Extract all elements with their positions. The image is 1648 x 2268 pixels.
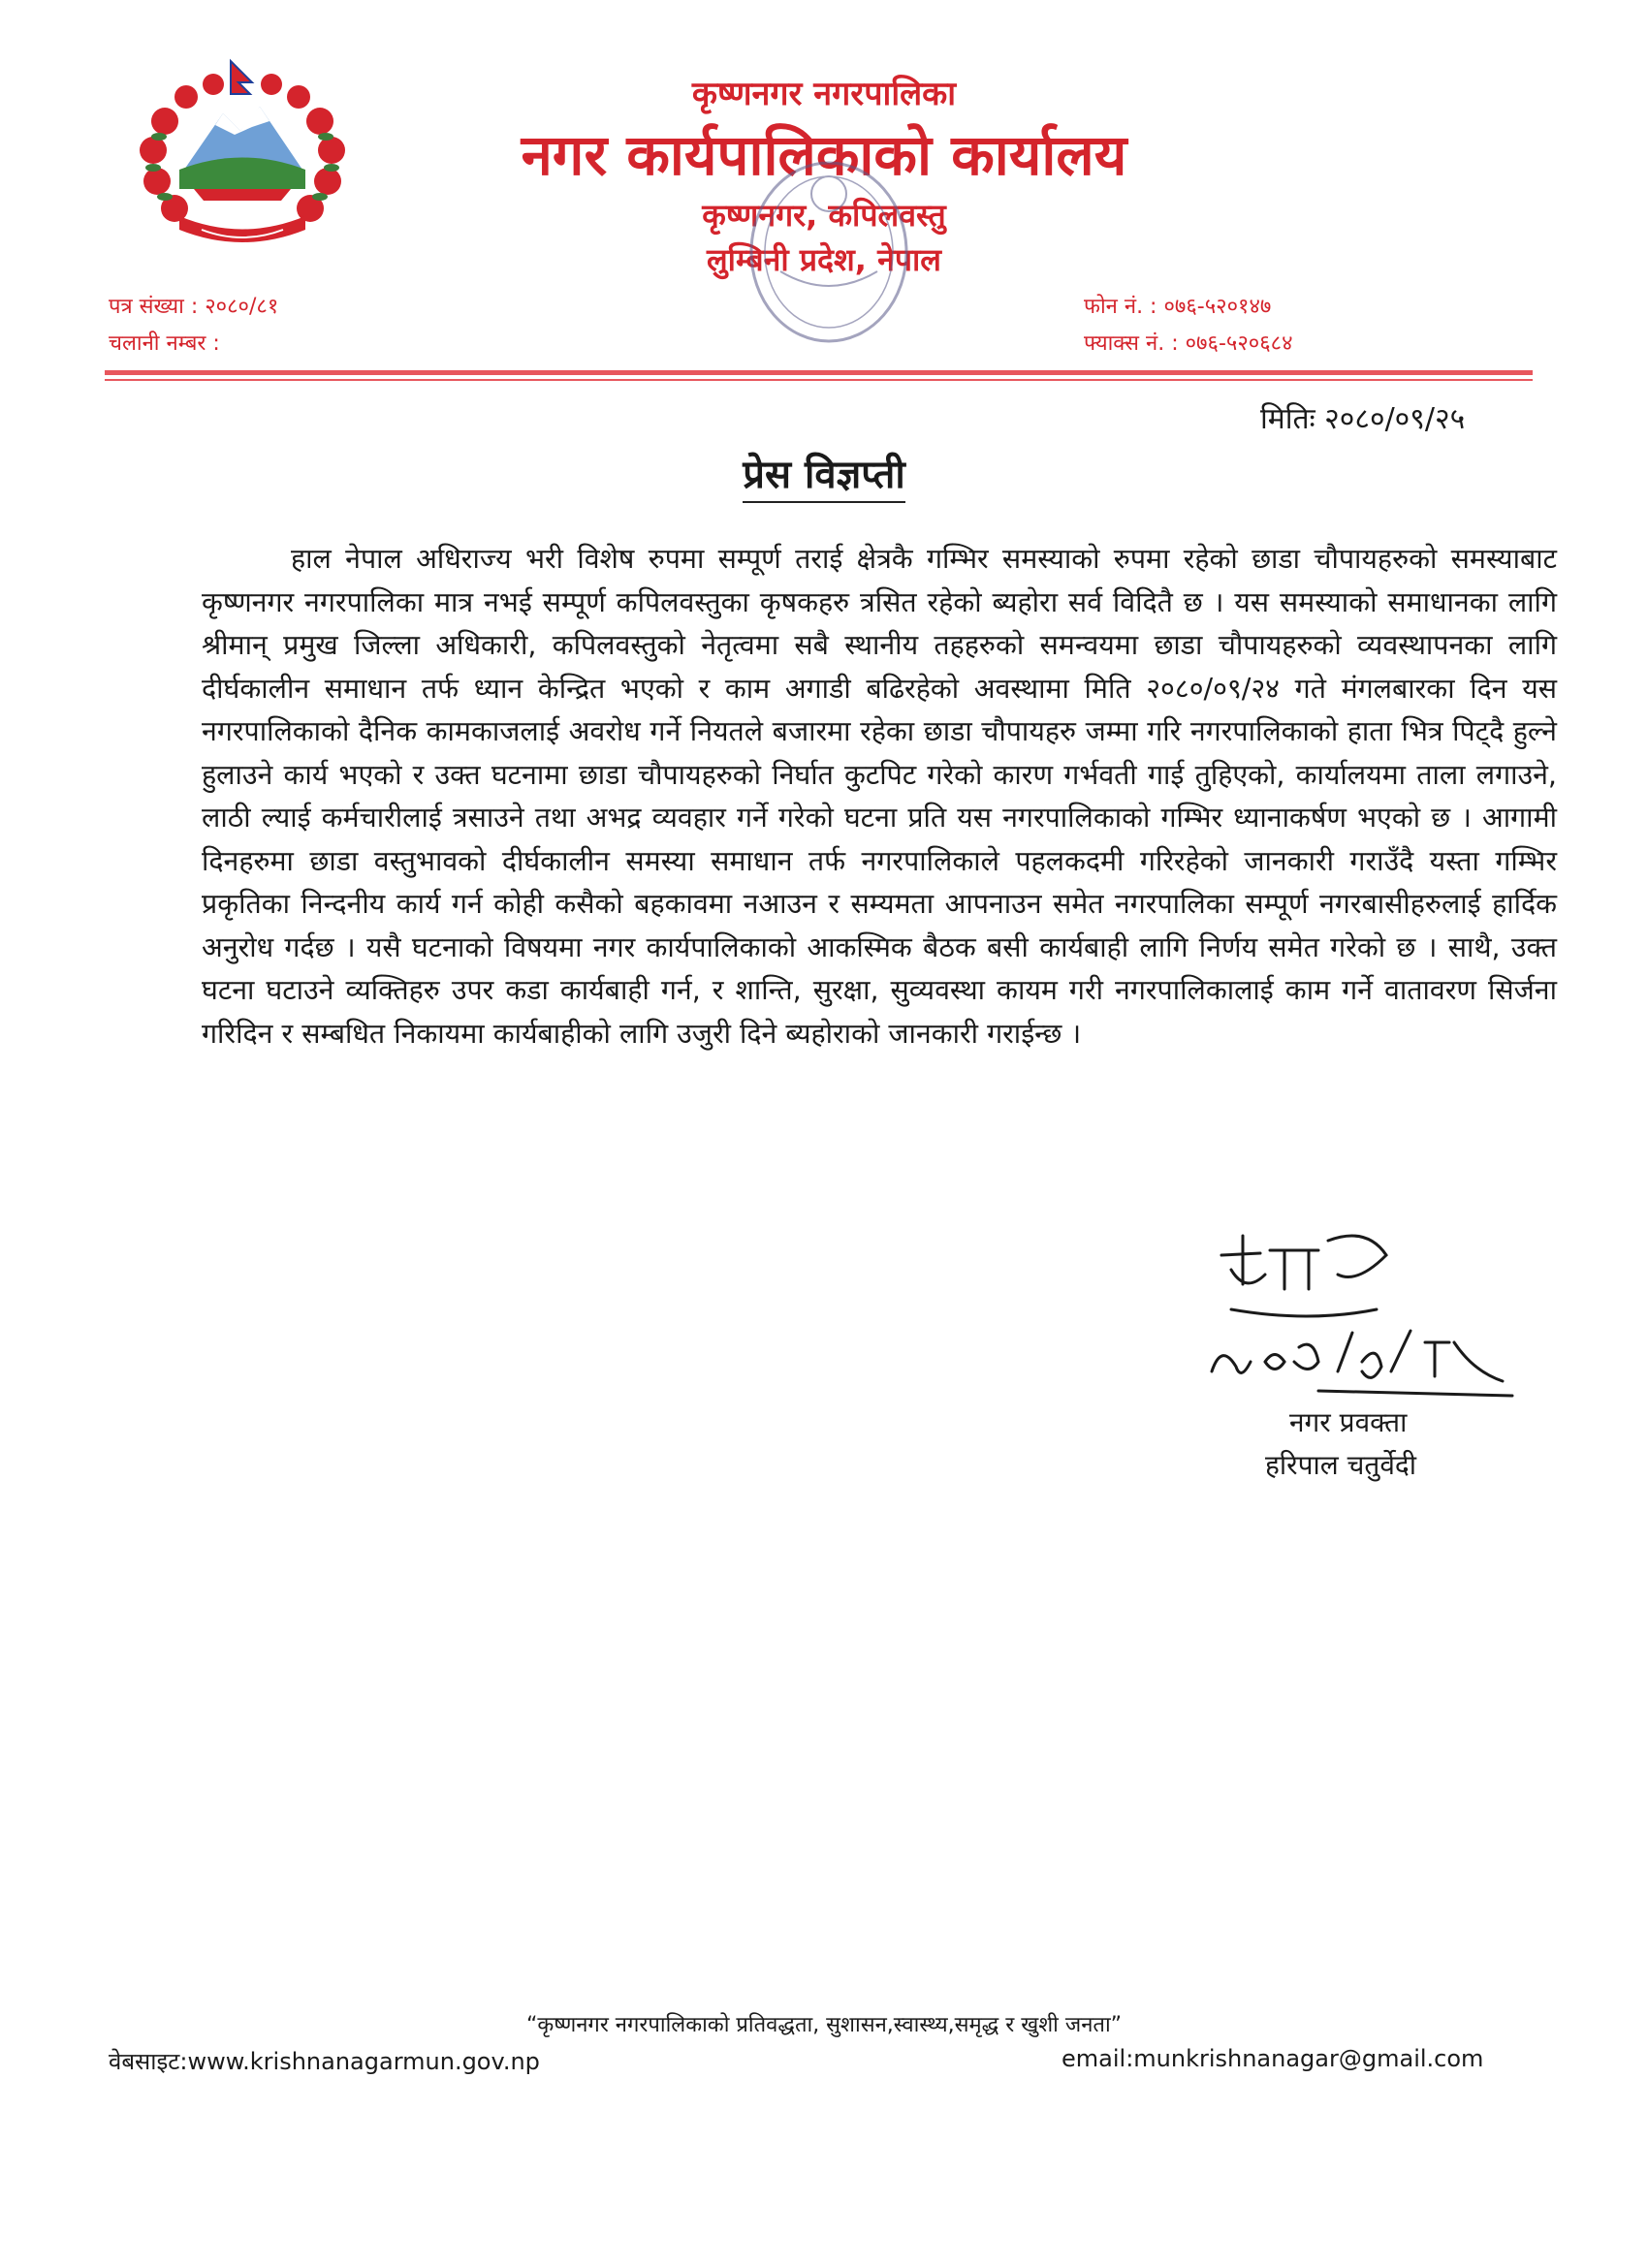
signatory-role: नगर प्रवक्ता [1289, 1406, 1408, 1438]
fax-number: फ्याक्स नं. : ०७६-५२०६८४ [1084, 331, 1293, 356]
press-release-body: हाल नेपाल अधिराज्य भरी विशेष रुपमा सम्पूर्ण तराई क्षेत्रकै गम्भिर समस्याको रुपमा रहेको छाडा चौपायहरुको समस्याबाट कृष्णनगर नगरपालिका मात्र नभई सम्पूर्ण कपिलवस्तुका कृषकहरु त्रसित रहेको ब्यहोरा सर्व विदितै छ । यस समस्याको समाधानका लागि श्रीमान् प्रमुख जिल्ला अधिकारी, कपिलवस्तुको नेतृत्वमा सबै स्थानीय तहहरुको समन्वयमा छाडा चौपायहरुको व्यवस्थापनका लागि दीर्घकालीन समाधान तर्फ ध्यान केन्द्रित भएको र काम अगाडी बढिरहेको अवस्थामा मिति २०८०/०९/२४ गते मंगलबारका दिन यस नगरपालिकाको दैनिक कामकाजलाई अवरोध गर्ने नियतले बजारमा रहेका छाडा चौपायहरु जम्मा गरि नगरपालिकाको हाता भित्र पिट्दै हुल्ने हुलाउने कार्य भएको र उक्त घटनामा छाडा चौपायहरुको निर्घात कुटपिट गरेको कारण गर्भवती गाई तुहिएको, कार्यालयमा ताला लगाउने, लाठी ल्याई कर्मचारीलाई त्रसाउने तथा अभद्र व्यवहार गर्ने गरेको घटना प्रति यस नगरपालिकाको गम्भिर ध्यानाकर्षण भएको छ । आगामी दिनहरुमा छाडा वस्तुभावको दीर्घकालीन समस्या समाधान तर्फ नगरपालिकाले पहलकदमी गरिरहेको जानकारी गराउँदै यस्ता गम्भिर प्रकृतिका निन्दनीय कार्य गर्न कोही कसैको बहकावमा नआउन र सम्यमता आपनाउन समेत नगरपालिका सम्पूर्ण नगरबासीहरुलाई हार्दिक अनुरोध गर्दछ । यसै घटनाको विषयमा नगर कार्यपालिकाको आकस्मिक बैठक बसी कार्यबाही लागि निर्णय समेत गरेको छ । साथै, उक्त घटना घटाउने व्यक्तिहरु उपर कडा कार्यबाही गर्न, र शान्ति, सुरक्षा, सुव्यवस्था कायम गरी नगरपालिकालाई काम गर्ने वातावरण सिर्जना गरिदिन र सम्बधित निकायमा कार्यबाहीको लागि उजुरी दिने ब्यहोराको जानकारी गराईन्छ । [202, 543, 1557, 1050]
document-title [0, 446, 1648, 499]
dispatch-number: चलानी नम्बर : [109, 331, 220, 356]
footer-email[interactable]: email:munkrishnanagar@gmail.com [1062, 2045, 1484, 2072]
office-name: नगर कार्यपालिकाको कार्यालय [521, 122, 1127, 188]
letter-number: पत्र संख्या : २०८०/८१ [109, 295, 279, 319]
document-title-text: प्रेस विज्ञप्ती [743, 453, 904, 503]
phone-number: फोन नं. : ०७६-५२०१४७ [1084, 295, 1272, 319]
official-stamp-icon [742, 155, 916, 349]
letter-date: मितिः २०८०/०९/२५ [1260, 402, 1466, 436]
footer-website[interactable]: वेबसाइट:www.krishnanagarmun.gov.np [109, 2048, 540, 2075]
office-address-line2: लुम्बिनी प्रदेश, नेपाल [706, 241, 942, 278]
office-address-line1: कृष्णनगर, कपिलवस्तु [702, 197, 946, 234]
letter-reference [109, 289, 278, 362]
signatory-name: हरिपाल चतुर्वेदी [1265, 1449, 1417, 1481]
contact-info [1084, 289, 1293, 362]
footer-motto: “कृष्णनगर नगरपालिकाको प्रतिवद्धता, सुशासन,स्वास्थ्य,समृद्ध र खुशी जनता” [525, 2013, 1123, 2037]
municipality-name: कृष्णनगर नगरपालिका [691, 75, 957, 113]
header-divider-thin [105, 379, 1533, 381]
handwritten-signature [1192, 1216, 1541, 1401]
header-divider [105, 370, 1533, 375]
